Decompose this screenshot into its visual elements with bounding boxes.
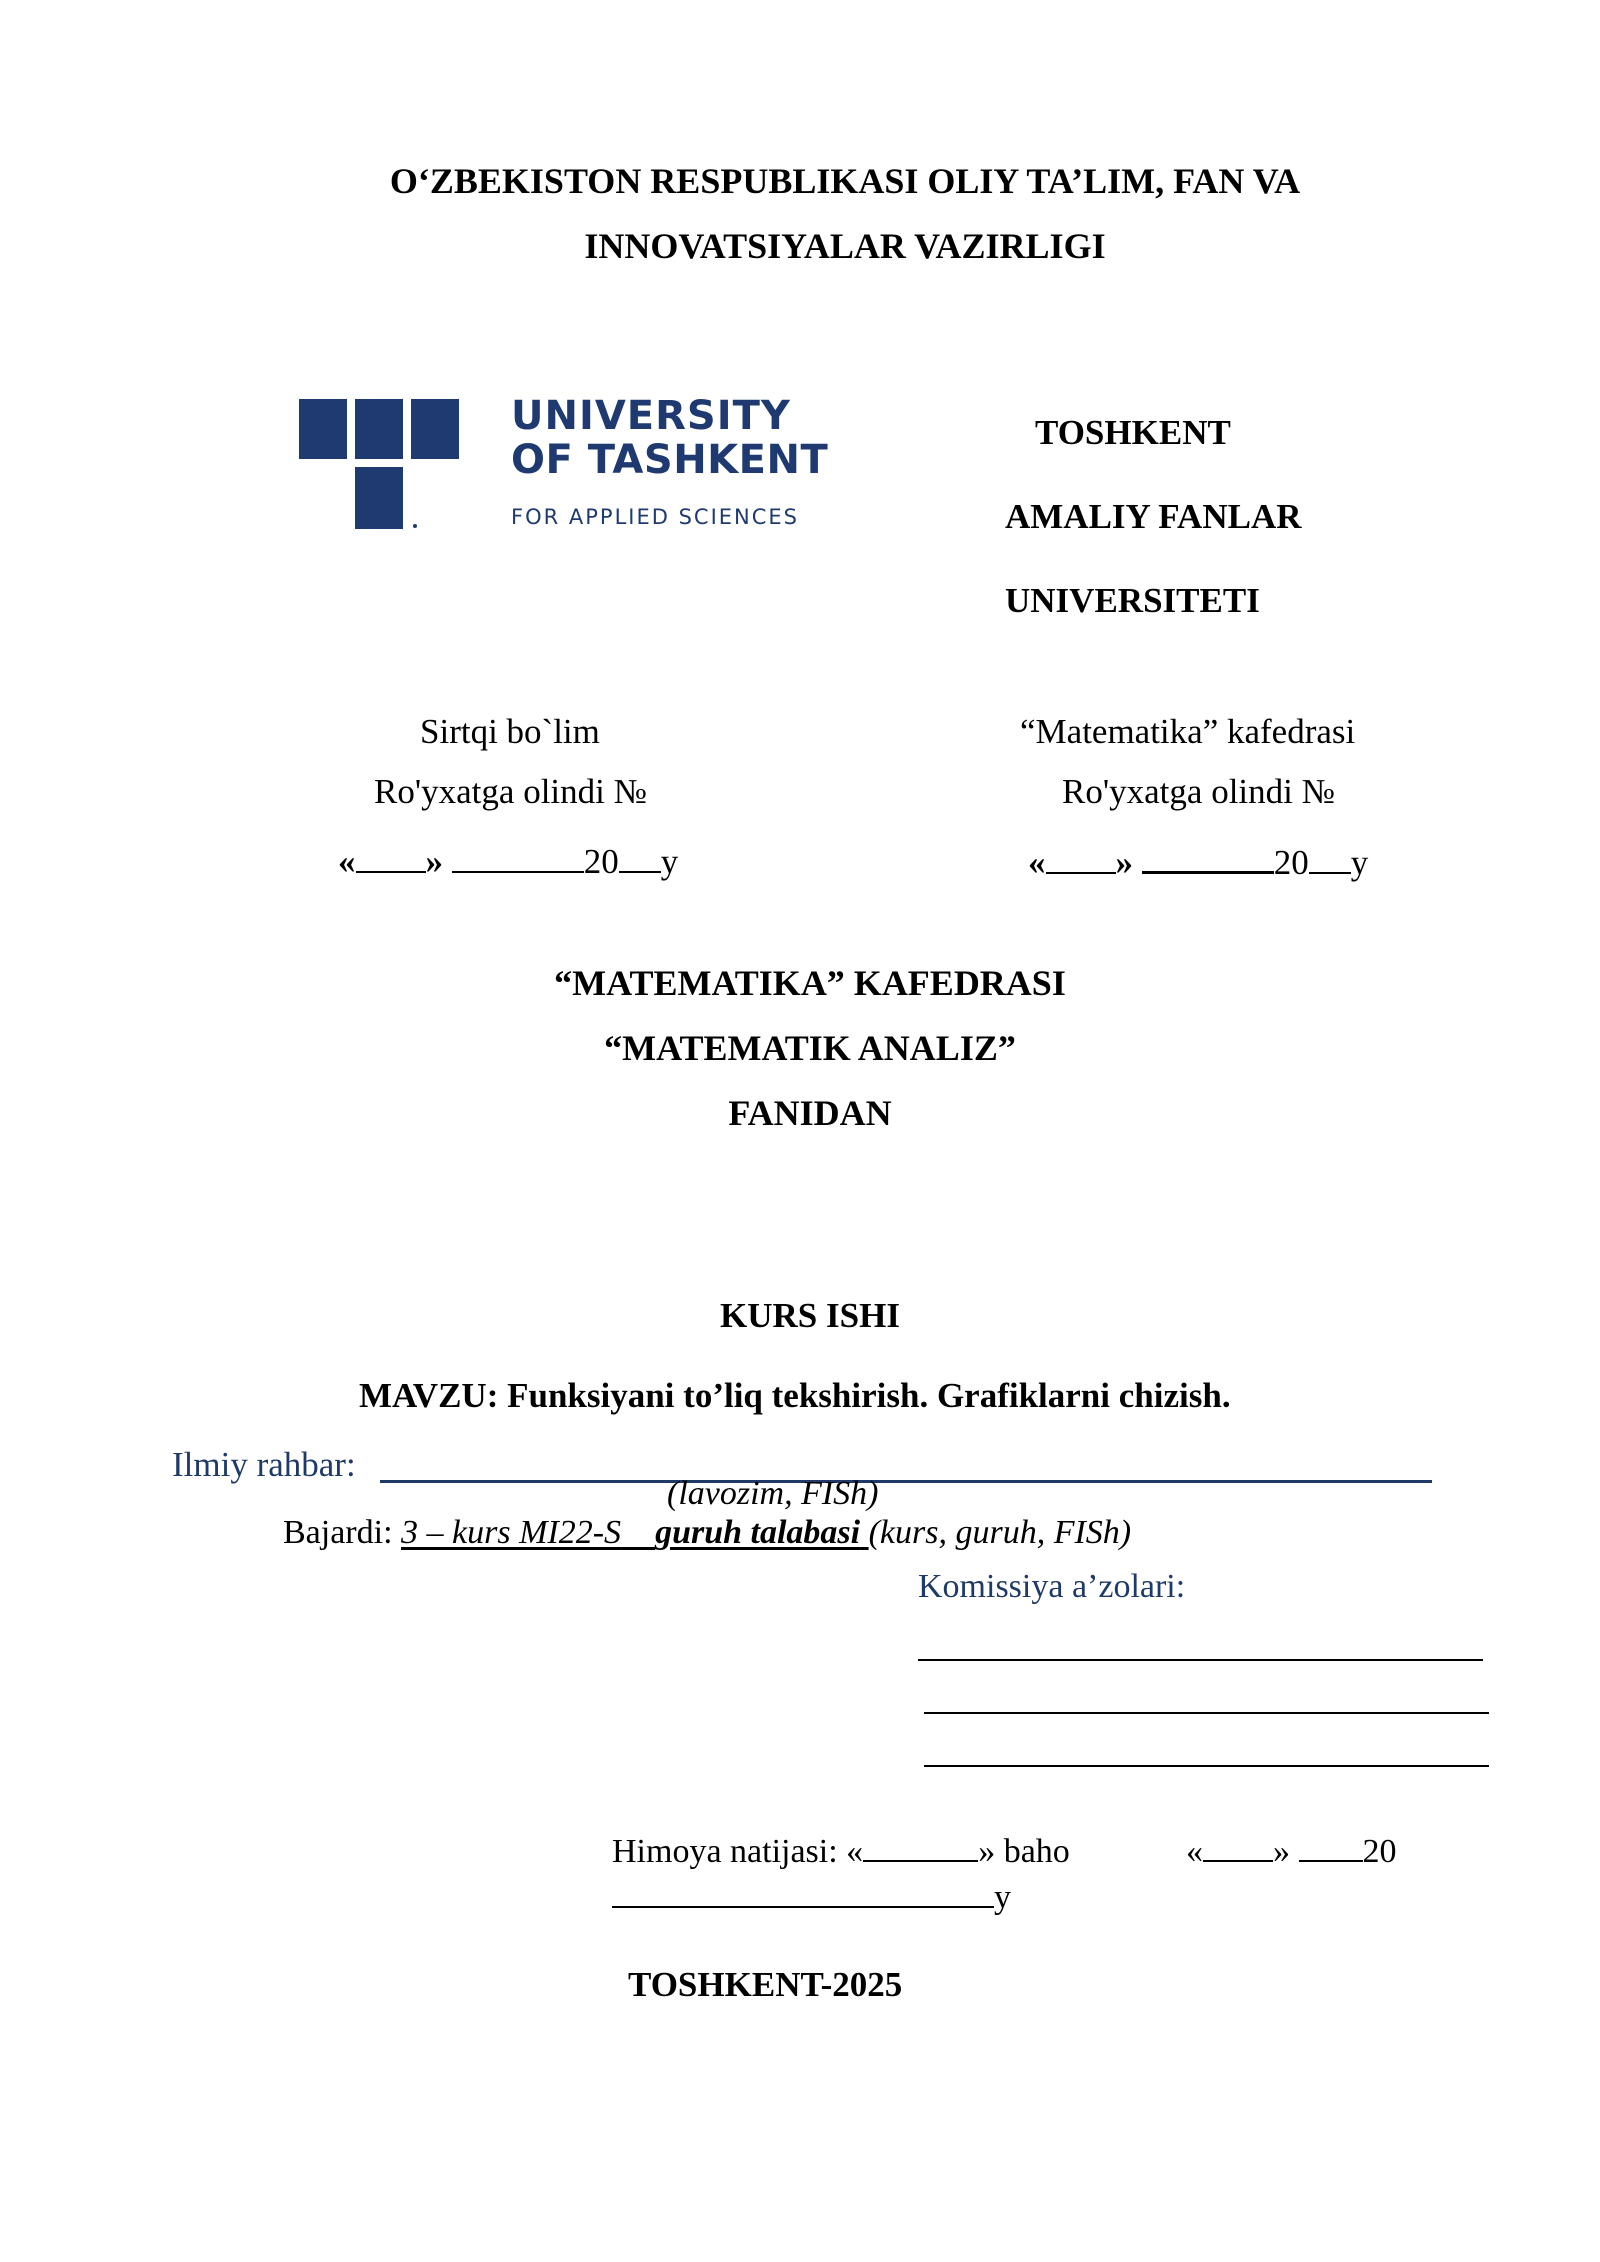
left-dept: Sirtqi bo`lim [420,712,600,751]
subject-line2: “MATEMATIK ANALIZ” [604,1028,1016,1068]
logo-text-university: UNIVERSITY [511,393,791,439]
defense-date-open: « [1186,1833,1203,1870]
supervisor-label: Ilmiy rahbar: [172,1445,356,1484]
defense-year-line [612,1872,1011,1917]
left-date-open: « [338,842,356,881]
defense-year-prefix: 20 [1362,1833,1397,1870]
subject-line1: “MATEMATIKA” KAFEDRASI [554,963,1066,1003]
right-day-blank [1046,837,1116,874]
supervisor-line [380,1480,1432,1483]
right-month-blank [1142,836,1274,874]
left-registered: Ro'yxatga olindi № [374,772,648,811]
university-logo [299,393,829,539]
defense-line [612,1826,1070,1871]
left-year-suffix: y [660,842,679,881]
work-type: KURS ISHI [720,1296,900,1335]
commission-line-2 [924,1712,1489,1714]
right-date-open: « [1028,843,1046,882]
defense-baho: » baho [978,1833,1070,1870]
defense-label: Himoya natijasi: « [612,1833,864,1870]
left-date-line [338,836,678,882]
left-month-blank [452,836,584,873]
subject-line3: FANIDAN [728,1093,892,1133]
supervisor-hint: (lavozim, FISh) [667,1475,879,1512]
logo-text-of-tashkent: OF TASHKENT [511,437,829,483]
commission-label: Komissiya a’zolari: [918,1568,1186,1605]
left-year-prefix: 20 [583,842,619,881]
left-day-blank [356,836,426,873]
right-year-blank [1309,837,1351,874]
work-topic: MAVZU: Funksiyani to’liq tekshirish. Grafiklarni chizish. [359,1376,1231,1415]
defense-month-blank [1299,1826,1363,1862]
performer-hint: (kurs, guruh, FISh) [868,1514,1132,1551]
defense-grade-blank [863,1826,978,1862]
right-year-prefix: 20 [1273,843,1309,882]
right-registered: Ro'yxatga olindi № [1062,772,1336,811]
left-date-close: » [425,842,443,881]
performer-line [283,1514,1131,1552]
defense-date-close: » [1273,1833,1290,1870]
university-logo-mark-icon [299,399,469,531]
commission-line-1 [918,1659,1483,1661]
defense-year-blank [612,1872,994,1908]
defense-date-line [1186,1826,1397,1871]
performer-label: Bajardi: [283,1514,393,1551]
university-name-line1: TOSHKENT [1035,413,1231,452]
right-dept: “Matematika” kafedrasi [1020,712,1356,751]
right-date-close: » [1115,843,1133,882]
ministry-title-line1: O‘ZBEKISTON RESPUBLIKASI OLIY TA’LIM, FAN VA [389,161,1301,201]
commission-line-3 [924,1765,1489,1767]
performer-gap-2 [860,1514,869,1551]
university-name-line3: UNIVERSITETI [1005,581,1260,620]
left-year-blank [619,836,661,873]
ministry-title-line2: INNOVATSIYALAR VAZIRLIGI [584,226,1106,266]
defense-day-blank [1203,1826,1273,1862]
right-date-line [1028,836,1368,883]
university-name-line2: AMALIY FANLAR [1005,497,1302,536]
footer-city-year: TOSHKENT-2025 [628,1965,903,2004]
performer-course: 3 – kurs MI22-S [401,1514,622,1551]
performer-group: guruh talabasi [655,1514,861,1551]
defense-year-suffix: y [994,1879,1011,1916]
logo-text-applied-sciences: FOR APPLIED SCIENCES [511,505,800,529]
right-year-suffix: y [1350,843,1369,882]
performer-gap [621,1514,655,1551]
